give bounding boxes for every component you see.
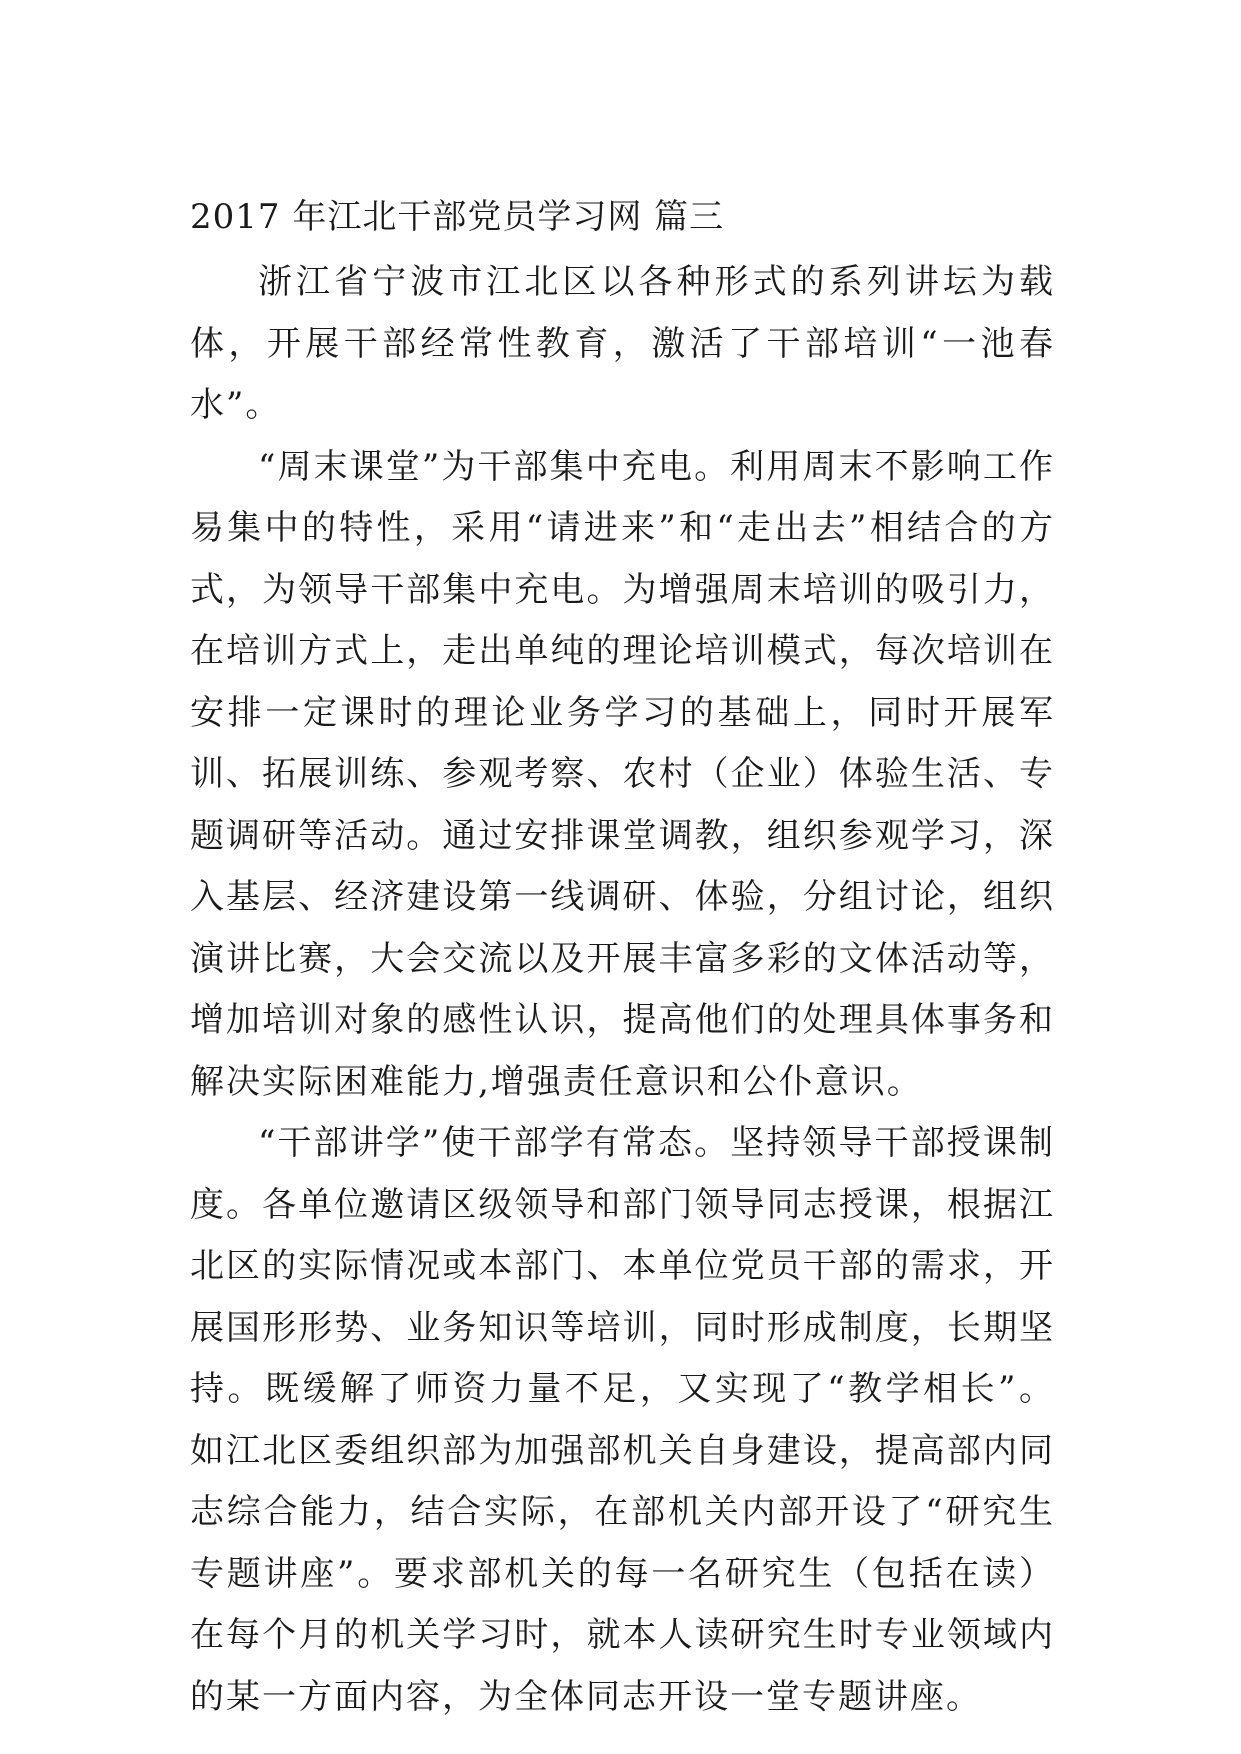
paragraph-weekend-class: “周末课堂”为干部集中充电。利用周末不影响工作易集中的特性，采用“请进来”和“走出去”相结合的方式，为领导干部集中充电。为增强周末培训的吸引力，在培训方式上，走出单纯的理论培训模式，每次培训在安排一定课时的理论业务学习的基础上，同时开展军训、拓展训练、参观考察、农村（企业）体验生活、专题调研等活动。通过安排课堂调教，组织参观学习，深入基层、经济建设第一线调研、体验，分组讨论，组织演讲比赛，大会交流以及开展丰富多彩的文体活动等，增加培训对象的感性认识，提高他们的处理具体事务和解决实际困难能力,增强责任意识和公仆意识。 [190, 446, 1055, 1102]
paragraph-cadre-lectures: “干部讲学”使干部学有常态。坚持领导干部授课制度。各单位邀请区级领导和部门领导同志授课，根据江北区的实际情况或本部门、本单位党员干部的需求，开展国形形势、业务知识等培训，同时形成制度，长期坚持。既缓解了师资力量不足，又实现了“教学相长”。如江北区委组织部为加强部机关自身建设，提高部内同志综合能力，结合实际，在部机关内部开设了“研究生专题讲座”。要求部机关的每一名研究生（包括在读）在每个月的机关学习时，就本人读研究生时专业领域内的某一方面内容，为全体同志开设一堂专题讲座。 [190, 1123, 1055, 1717]
document-title: 2017 年江北干部党员学习网 篇三 [190, 197, 725, 237]
document-body [190, 190, 1055, 1728]
paragraph-intro: 浙江省宁波市江北区以各种形式的系列讲坛为载体，开展干部经常性教育，激活了干部培训“一池春水”。 [190, 262, 1055, 425]
